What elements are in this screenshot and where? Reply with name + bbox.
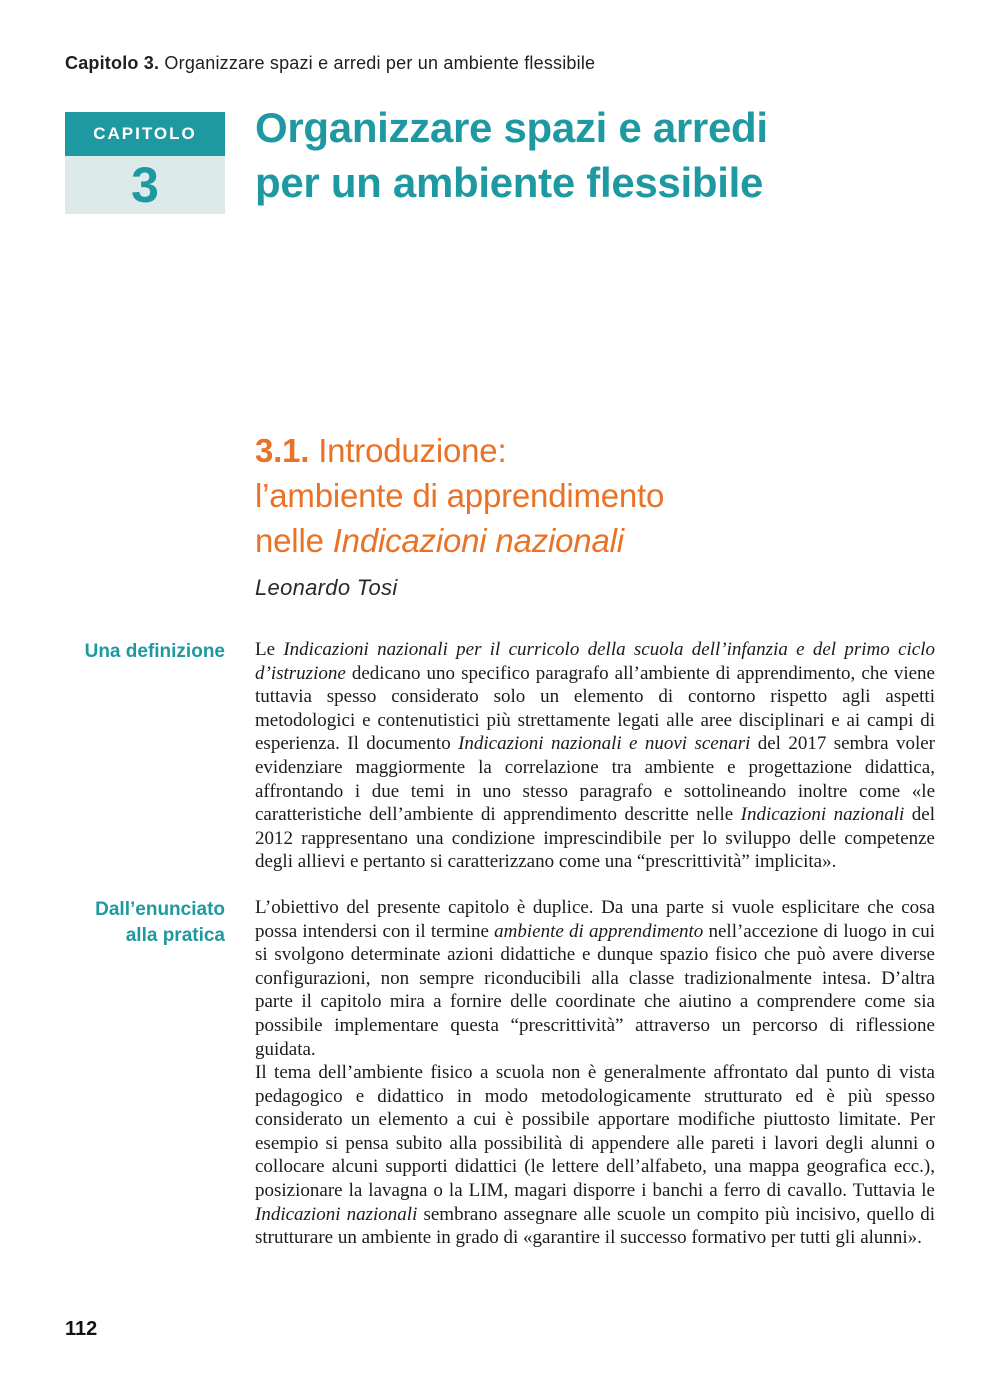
text-run: del 2017 sembra voler evidenziare maggiormente la correlazione tra ambiente e progettazione didattica, affrontando i due temi in uno stesso paragrafo e sottolineando inoltre come «le caratteristiche dell’ambiente di apprendimento descritte nelle [255,733,935,826]
running-head [65,53,595,74]
page-content [65,638,935,1250]
running-head-chapter: Capitolo 3. [65,53,160,73]
text-run: sembrano assegnare alle scuole un compito più incisivo, quello di strutturare un ambiente in grado di «garantire il successo formativo per tutti gli alunni». [255,1203,935,1249]
author-name: Leonardo Tosi [255,575,398,600]
body-text-block [255,638,935,874]
paragraph [255,1061,935,1250]
section-heading [255,428,664,563]
text-run-italic: Indicazioni nazionali [740,804,905,826]
text-run: nell’accezione di luogo in cui si svolgono determinate azioni didattiche e dunque spazio fisico che può avere diverse configurazioni, non sempre riconducibili alla classe tradizionalmente intesa. D’altra parte il capitolo mira a fornire delle coordinate che aiutino a comprendere come sia possibile implementare questa “prescrittività” attraverso un percorso di riflessione guidata. [255,920,936,1060]
paragraph [255,896,935,1061]
chapter-badge-number: 3 [65,156,225,214]
text-run: del 2012 rappresentano una condizione imprescindibile per lo sviluppo delle competenze degli allievi e pertanto si caratterizzano come una “prescrittività” implicita». [255,804,935,873]
text-run-italic: Indicazioni nazionali e nuovi scenari [458,733,751,755]
page-number: 112 [65,1318,98,1340]
section-heading-line2: l’ambiente di apprendimento [255,477,665,514]
section-number: 3.1. [255,432,310,469]
chapter-badge-label: CAPITOLO [65,112,225,156]
text-run-italic: ambiente di apprendimento [494,920,704,942]
section-heading-line3-italic: Indicazioni nazionali [332,522,624,559]
paragraph [255,638,935,874]
chapter-title-line1: Organizzare spazi e arredi [255,104,768,151]
text-run: Il tema dell’ambiente fisico a scuola non è generalmente affrontato dal punto di vista pedagogico e didattico in modo metodologicamente strutturato ed è più spesso considerato un elemento a cui è possibile apportare modifiche piuttosto limitate. Per esempio si pensa subito alla possibilità di appendere alle pareti i lavori degli alunni o collocare alcuni supporti didattici (le lettere dell’alfabeto, una mappa geografica ecc.), posizionare la lavagna o la LIM, magari disporre i banchi a ferro di cavallo. Tuttavia le [255,1062,935,1202]
body-text-block [255,896,935,1250]
margin-label-dall-enunciato: Dall’enunciato alla pratica [95,898,225,946]
text-run-italic: Indicazioni nazionali [255,1203,418,1225]
text-run: L’obiettivo del presente capitolo è duplice. Da una parte si vuole esplicitare che cosa possa intendersi con il termine [255,896,935,942]
chapter-title-line2: per un ambiente flessibile [255,159,764,206]
chapter-title [255,100,768,210]
text-run-italic: Indicazioni nazionali per il curricolo della scuola dell’infanzia e del primo ciclo d’istruzione [255,639,935,684]
text-run: dedicano uno specifico paragrafo all’ambiente di apprendimento, che viene tuttavia spesso considerato solo un elemento di contorno rispetto agli aspetti metodologici e contenutistici più strettamente legati alle aree disciplinari e ai campi di esperienza. Il documento [255,662,935,755]
content-row-una-definizione [65,638,935,874]
text-run: Le [255,639,284,660]
chapter-badge [65,112,225,214]
section-heading-line3: nelle [255,522,333,559]
content-row-dall-enunciato [65,896,935,1250]
running-head-title: Organizzare spazi e arredi per un ambiente flessibile [164,53,596,73]
section-heading-line1: Introduzione: [309,432,507,469]
margin-label-una-definizione: Una definizione [84,641,225,662]
